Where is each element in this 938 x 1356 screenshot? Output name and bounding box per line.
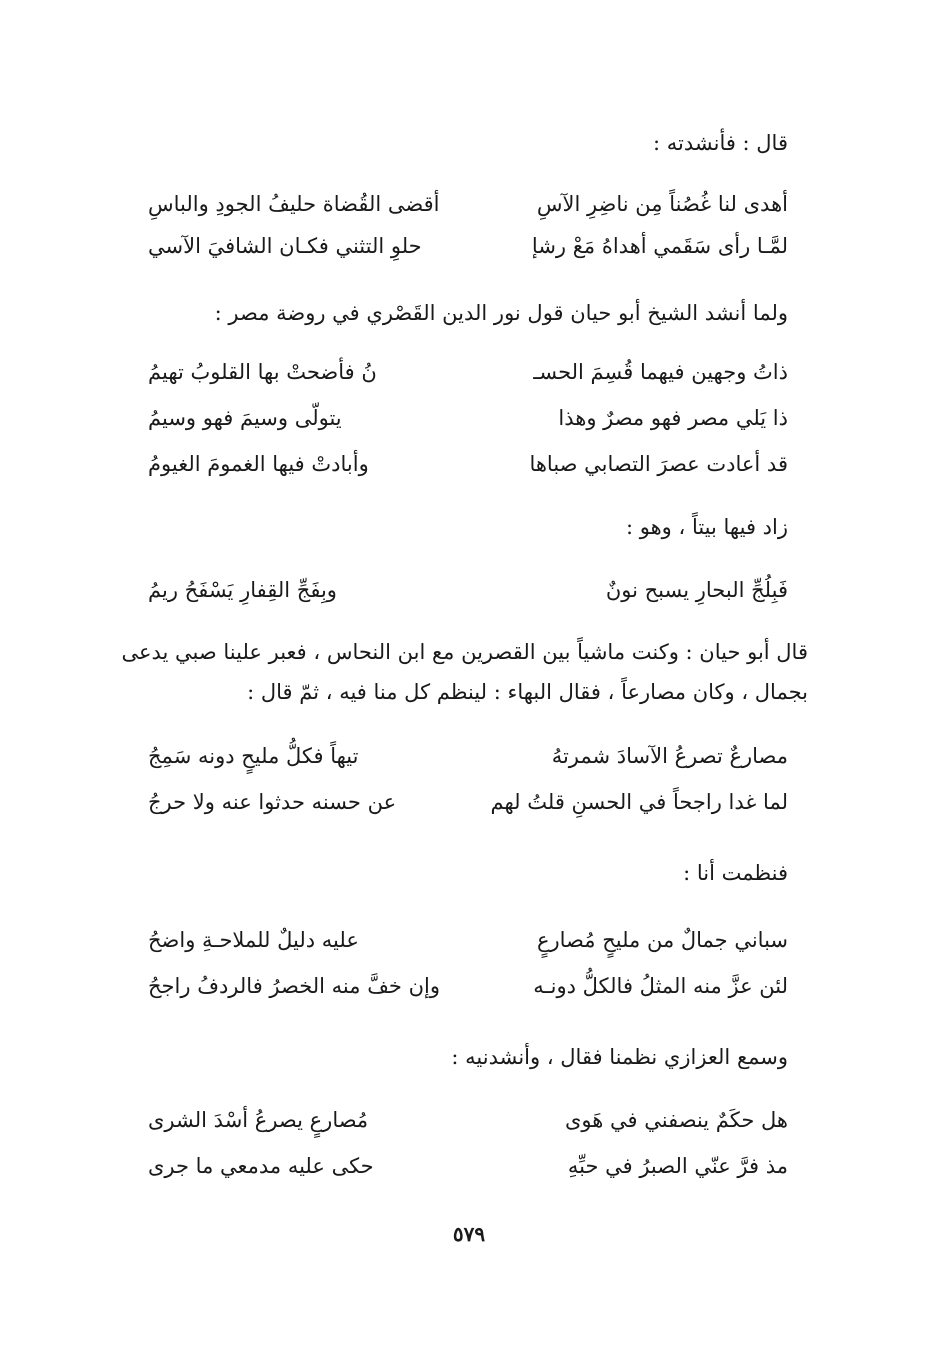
verse-line: [148, 1146, 788, 1186]
second-hemistich: أقضى القُضاة حليفُ الجودِ والباسِ: [148, 192, 440, 216]
first-hemistich: مصارعٌ تصرعُ الآسادَ شمرتهُ: [551, 744, 788, 768]
second-hemistich: يتولّى وسيمَ فهو وسيمُ: [148, 406, 342, 430]
first-hemistich: لمَّـا رأى سَقَمي أهداهُ مَعْ رشإ: [531, 234, 788, 258]
first-hemistich: قد أعادت عصرَ التصابي صباها: [529, 452, 788, 476]
first-hemistich: هل حكَمٌ ينصفني في هَوى: [565, 1108, 788, 1132]
prose-line: وسمع العزازي نظمنا فقال ، وأنشدنيه :: [451, 1045, 788, 1069]
first-hemistich: ذا يَلي مصر فهو مصرٌ وهذا: [558, 406, 788, 430]
second-hemistich: عليه دليلٌ للملاحـةِ واضحُ: [148, 928, 359, 952]
second-hemistich: وإن خفَّ منه الخصرُ فالردفُ راجحُ: [148, 974, 440, 998]
second-hemistich: نُ فأضحتْ بها القلوبُ تهيمُ: [148, 360, 377, 384]
second-hemistich: تيهاً فكلُّ مليحٍ دونه سَمِجُ: [148, 744, 359, 768]
second-hemistich: حلوِ التثني فكـان الشافيَ الآسي: [148, 234, 422, 258]
prose-line: قال : فأنشدته :: [652, 131, 788, 155]
verse-line: [148, 444, 788, 484]
verse-line: [148, 352, 788, 392]
second-hemistich: عن حسنه حدثوا عنه ولا حرجُ: [148, 790, 397, 814]
first-hemistich: لما غدا راجحاً في الحسنِ قلتُ لهم: [490, 790, 788, 814]
page-number: ٥٧٩: [452, 1222, 486, 1246]
prose-line: زاد فيها بيتاً ، وهو :: [626, 515, 788, 539]
prose-line: فنظمت أنا :: [683, 861, 788, 885]
verse-line: [148, 966, 788, 1006]
verse-line: [148, 920, 788, 960]
second-hemistich: وبِفَجِّ القِفارِ يَسْفَحُ ريمُ: [148, 578, 337, 602]
first-hemistich: سباني جمالٌ من مليحٍ مُصارعٍ: [536, 928, 788, 952]
second-hemistich: حكى عليه مدمعي ما جرى: [148, 1154, 374, 1178]
verse-line: [148, 736, 788, 776]
first-hemistich: لئن عزَّ منه المثلُ فالكلُّ دونـه: [533, 974, 788, 998]
verse-line: [148, 1100, 788, 1140]
first-hemistich: فَبِلُجِّ البحارِ يسبح نونٌ: [605, 578, 788, 602]
verse-line: [148, 398, 788, 438]
first-hemistich: ذاتُ وجهين فيهما قُسِمَ الحسـ: [533, 360, 788, 384]
second-hemistich: مُصارعٍ يصرعُ أسْدَ الشرى: [148, 1108, 369, 1132]
verse-line: [148, 226, 788, 266]
prose-paragraph: قال أبو حيان : وكنت ماشياً بين القصرين مع ابن النحاس ، فعبر علينا صبي يدعى بجمال ، وكان مصارعاً ، فقال البهاء : لينظم كل منا فيه ، ثمّ قال :: [121, 640, 808, 704]
second-hemistich: وأبادتْ فيها الغمومَ الغيومُ: [148, 452, 369, 476]
verse-line: [148, 782, 788, 822]
verse-line: [148, 570, 788, 610]
first-hemistich: أهدى لنا غُصُناً مِن ناضِرِ الآسِ: [536, 192, 788, 216]
first-hemistich: مذ فرَّ عنّي الصبرُ في حبِّهِ: [567, 1154, 788, 1178]
prose-line: ولما أنشد الشيخ أبو حيان قول نور الدين القَصْري في روضة مصر :: [214, 301, 788, 325]
verse-line: [148, 184, 788, 224]
